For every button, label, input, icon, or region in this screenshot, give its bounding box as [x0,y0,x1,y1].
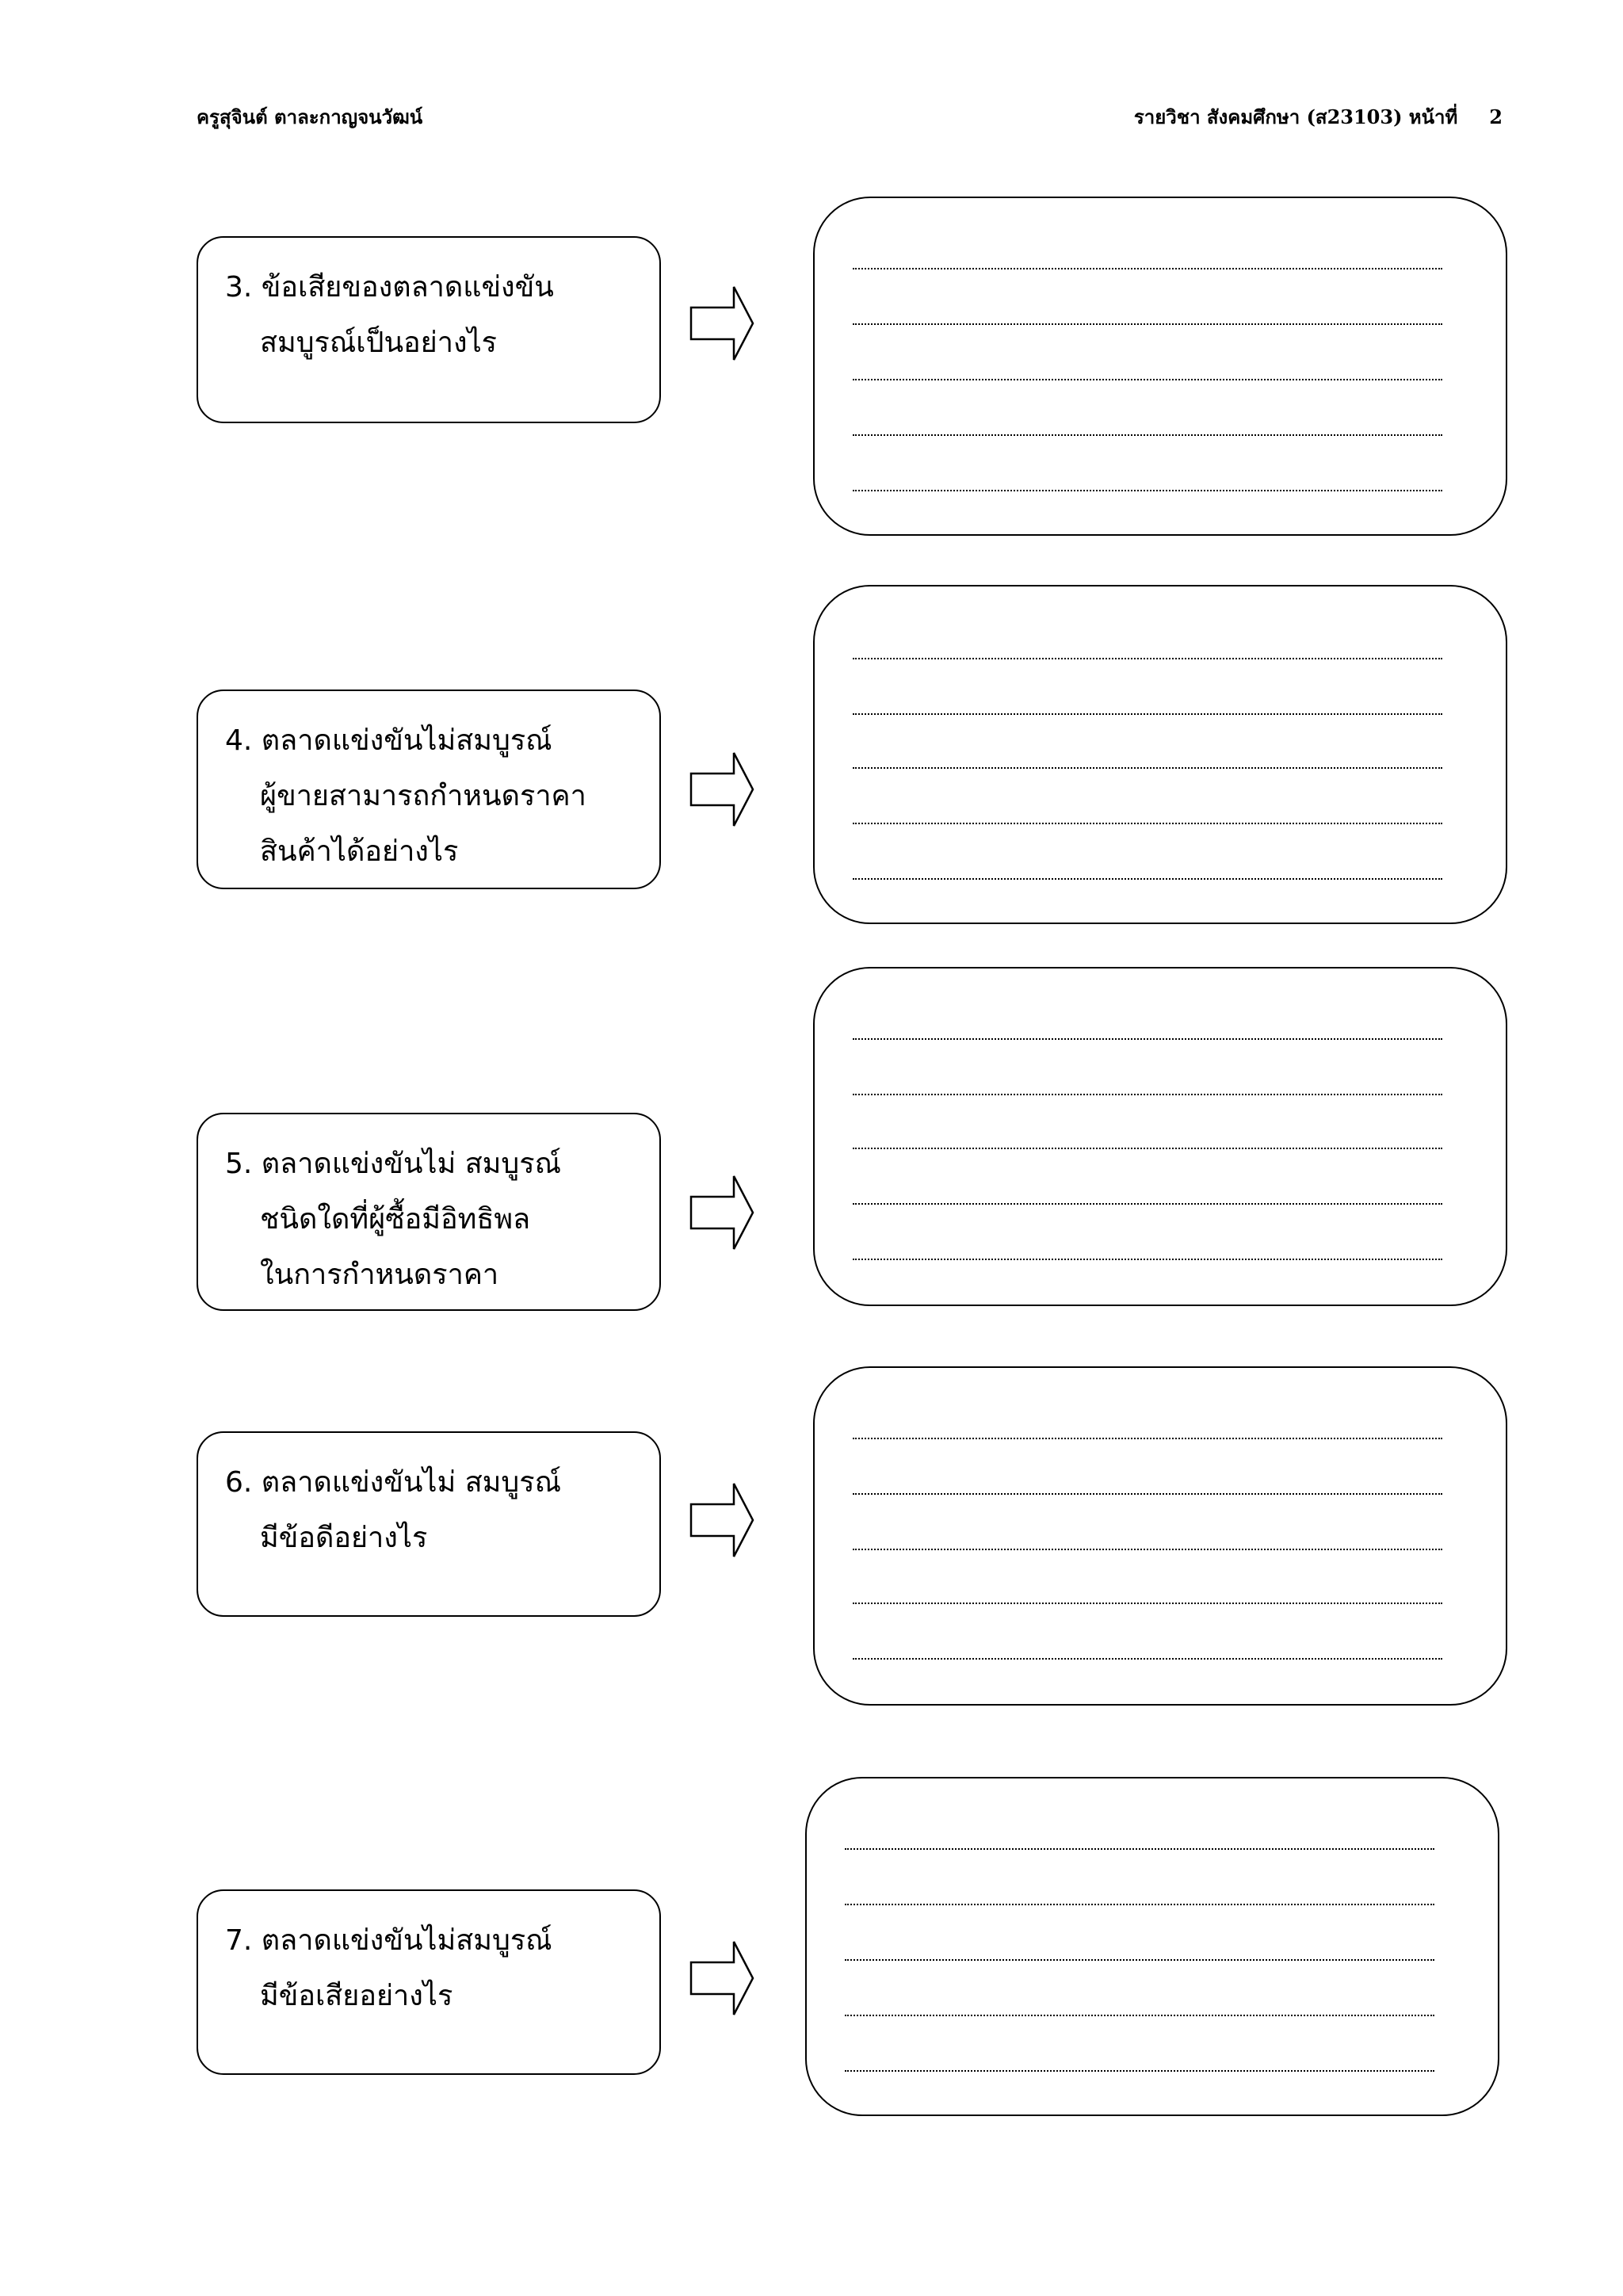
question-line: มีข้อดีอย่างไร [260,1522,428,1554]
question-line: ชนิดใดที่ผู้ซื้อมีอิทธิพล [260,1203,531,1236]
right-arrow-icon [689,285,754,361]
subject-title: รายวิชา สังคมศึกษา (ส23103) หน้าที่ [1133,105,1458,128]
answer-line[interactable] [853,658,1442,659]
teacher-name: ครูสุจินต์ ตาละกาญจนวัฒน์ [197,105,423,128]
answer-line[interactable] [853,1493,1442,1495]
answer-line[interactable] [853,823,1442,824]
right-arrow-icon [689,1482,754,1558]
answer-line[interactable] [845,2070,1434,2072]
question-box-5 [197,1113,661,1311]
answer-line[interactable] [845,1904,1434,1905]
question-line: 3. ข้อเสียของตลาดแข่งขัน [225,271,554,304]
answer-line[interactable] [853,323,1442,325]
page-number: 2 [1489,105,1503,128]
answer-line[interactable] [853,1203,1442,1205]
right-arrow-icon [689,751,754,827]
question-line: 7. ตลาดแข่งขันไม่สมบูรณ์ [225,1924,552,1957]
question-box-7 [197,1889,661,2075]
answer-box-5[interactable] [813,967,1507,1306]
question-line: ผู้ขายสามารถกำหนดราคา [260,780,586,812]
answer-line[interactable] [853,1603,1442,1604]
answer-line[interactable] [845,1959,1434,1961]
answer-line[interactable] [853,1094,1442,1095]
answer-line[interactable] [853,1038,1442,1040]
answer-line[interactable] [853,878,1442,880]
question-line: ในการกำหนดราคา [260,1259,499,1291]
answer-line[interactable] [853,1658,1442,1660]
question-box-6 [197,1431,661,1617]
question-line: สินค้าได้อย่างไร [260,835,459,868]
question-box-4 [197,690,661,889]
answer-line[interactable] [853,490,1442,491]
answer-box-6[interactable] [813,1366,1507,1706]
question-line: มีข้อเสียอย่างไร [260,1980,453,2012]
question-line: 4. ตลาดแข่งขันไม่สมบูรณ์ [225,724,552,757]
answer-line[interactable] [845,2015,1434,2016]
answer-box-3[interactable] [813,197,1507,536]
question-line: 5. ตลาดแข่งขันไม่ สมบูรณ์ [225,1148,562,1180]
answer-box-7[interactable] [805,1777,1499,2116]
answer-box-4[interactable] [813,585,1507,924]
right-arrow-icon [689,1940,754,2016]
question-line: สมบูรณ์เป็นอย่างไร [260,327,498,359]
answer-line[interactable] [845,1848,1434,1850]
answer-line[interactable] [853,713,1442,715]
answer-line[interactable] [853,767,1442,769]
answer-line[interactable] [853,379,1442,380]
question-box-3 [197,236,661,423]
answer-line[interactable] [853,1549,1442,1550]
right-arrow-icon [689,1175,754,1251]
question-line: 6. ตลาดแข่งขันไม่ สมบูรณ์ [225,1466,562,1499]
answer-line[interactable] [853,1259,1442,1260]
subject-header [1134,101,1503,132]
answer-line[interactable] [853,434,1442,436]
answer-line[interactable] [853,268,1442,269]
answer-line[interactable] [853,1438,1442,1439]
answer-line[interactable] [853,1148,1442,1149]
